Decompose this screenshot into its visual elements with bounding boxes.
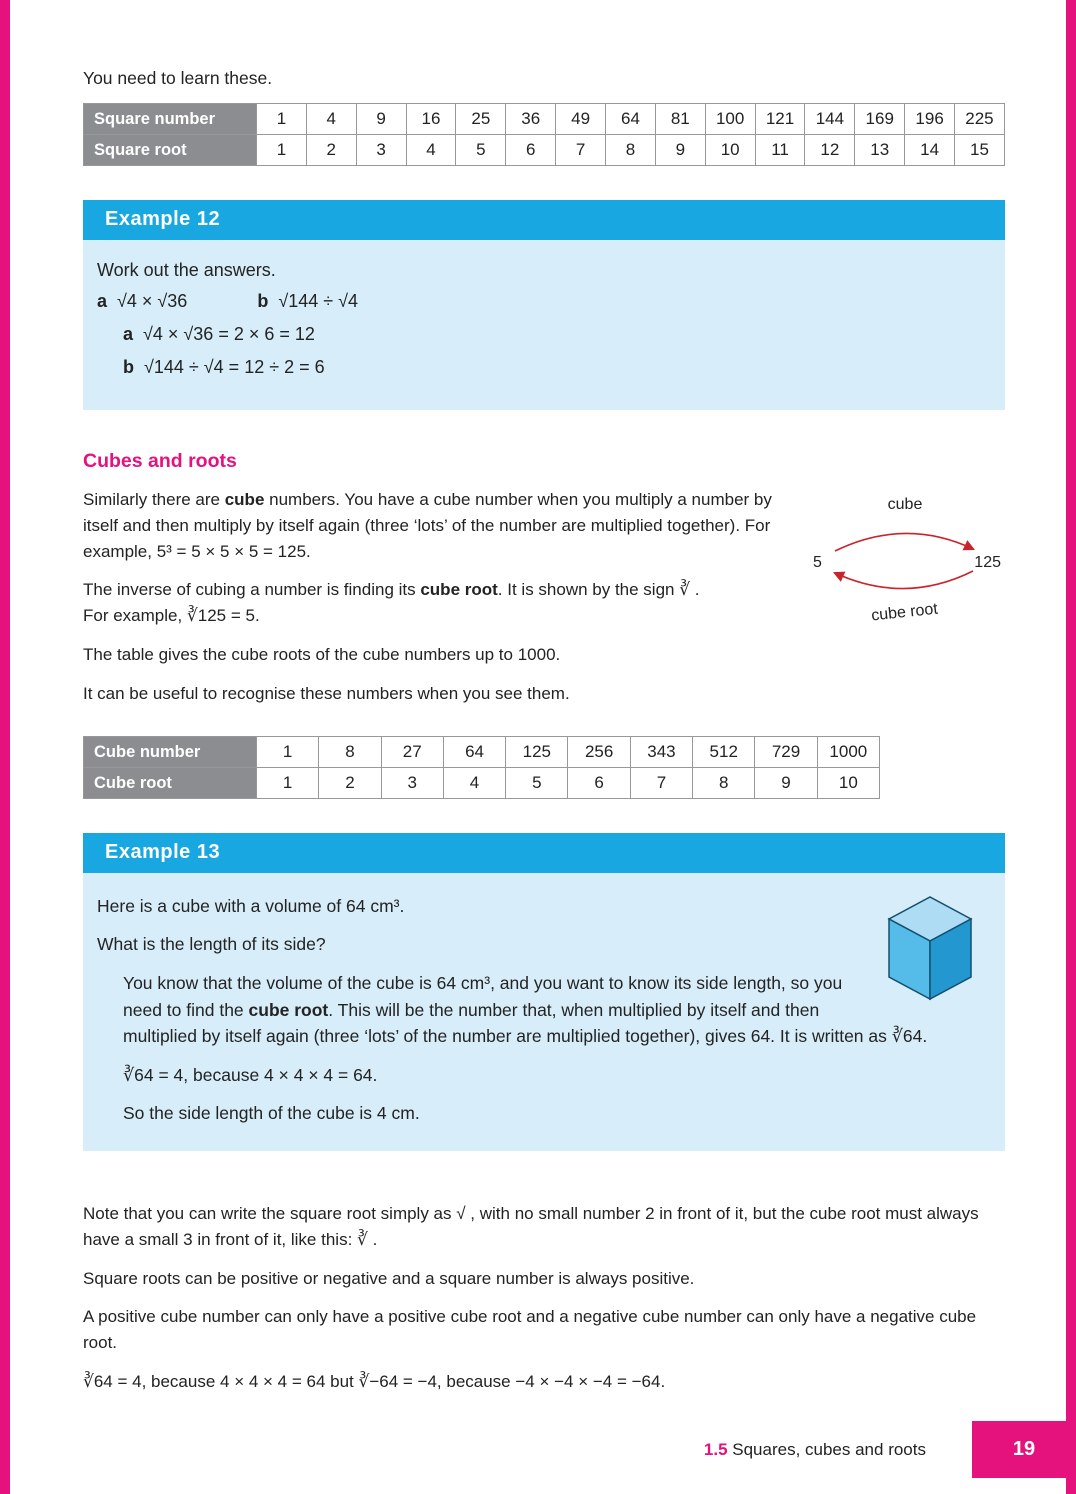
table-cell: 343 <box>630 737 692 767</box>
table-cell: 16 <box>406 104 456 134</box>
cube-root-arrow <box>835 571 973 589</box>
table-cell: 8 <box>318 737 380 767</box>
row-header-square-root: Square root <box>84 135 256 165</box>
table-cell: 8 <box>605 135 655 165</box>
table-cell: 11 <box>755 135 805 165</box>
table-cell: 225 <box>954 104 1004 134</box>
example-13-line2: What is the length of its side? <box>97 934 326 955</box>
row-header-cube-root: Cube root <box>84 768 256 798</box>
intro-text: You need to learn these. <box>83 68 273 88</box>
table-cell: 4 <box>306 104 356 134</box>
row-header-cube-number: Cube number <box>84 737 256 767</box>
table-cell: 125 <box>505 737 567 767</box>
square-numbers-table <box>83 103 1005 166</box>
example-13-working: ∛64 = 4, because 4 × 4 × 4 = 64. <box>123 1064 378 1085</box>
table-cell: 7 <box>630 768 692 798</box>
table-cell: 729 <box>754 737 816 767</box>
table-row-cube-root <box>84 767 879 798</box>
page-content <box>83 0 1005 1408</box>
solution-a-expression: √4 × √36 = 2 × 6 = 12 <box>143 324 315 344</box>
note-square-root-notation: Note that you can write the square root simply as √ , with no small number 2 in front of it, but the cube root must always have a small 3 in front of it, like this: ∛ . <box>83 1203 979 1249</box>
bold-cube: cube <box>224 490 265 509</box>
note-cube-sign: A positive cube number can only have a positive cube root and a negative cube number can only have a negative cube root. <box>83 1307 977 1353</box>
text-segment: The inverse of cubing a number is finding its <box>83 580 421 600</box>
example-12-body <box>83 240 1005 410</box>
table-cell: 10 <box>817 768 879 798</box>
table-row-square-root <box>84 134 1004 165</box>
table-cell: 512 <box>692 737 754 767</box>
text-segment: Similarly there are <box>83 490 225 509</box>
table-cell: 64 <box>443 737 505 767</box>
text-segment: . It is shown by the sign ∛ . <box>497 580 700 600</box>
question-a-expression: √4 × √36 <box>117 291 188 311</box>
diagram-right-value: 125 <box>974 554 1001 571</box>
table-cell: 5 <box>505 768 567 798</box>
example-13-box <box>83 833 1005 1151</box>
table-cell: 5 <box>455 135 505 165</box>
note-positive-negative: Square roots can be positive or negative and a square number is always positive. <box>83 1268 695 1288</box>
table-cell: 8 <box>692 768 754 798</box>
table-cell: 1 <box>256 135 306 165</box>
table-cell: 100 <box>705 104 755 134</box>
table-cell: 27 <box>381 737 443 767</box>
table-cell: 6 <box>567 768 629 798</box>
example-12-header <box>83 200 1005 240</box>
square-root-cells <box>256 135 1004 165</box>
cube-root-cells <box>256 768 879 798</box>
table-cell: 15 <box>954 135 1004 165</box>
table-cell: 9 <box>655 135 705 165</box>
section-title: Squares, cubes and roots <box>727 1440 926 1459</box>
table-cell: 2 <box>306 135 356 165</box>
table-cell: 6 <box>505 135 555 165</box>
table-cell: 3 <box>356 135 406 165</box>
notes-block <box>83 1201 1005 1395</box>
table-cell: 4 <box>406 135 456 165</box>
bold-cube-root: cube root <box>248 999 329 1020</box>
question-b-expression: √144 ÷ √4 <box>278 291 359 311</box>
table-row-square-number <box>84 104 1004 134</box>
example-12-solution-a <box>123 324 987 345</box>
page-number-box <box>972 1421 1076 1478</box>
table-cell: 1 <box>256 768 318 798</box>
table-cell: 169 <box>854 104 904 134</box>
example-13-paragraph <box>123 970 987 1050</box>
table-cell: 13 <box>854 135 904 165</box>
question-a-label: a <box>97 291 108 311</box>
example-13-explanation <box>123 970 987 1127</box>
table-cell: 10 <box>705 135 755 165</box>
cube-arrow <box>835 533 973 551</box>
text-segment: . This will be the number that, when multiplied by itself and then multiplied by itself again (three ‘lots’ of the number are multiplied together), gives 64. It is written as ∛64. <box>123 999 928 1047</box>
right-border-stripe <box>1066 0 1076 1494</box>
table-cell: 36 <box>505 104 555 134</box>
diagram-cube-root-label: cube root <box>870 600 939 625</box>
table-cell: 49 <box>555 104 605 134</box>
example-13-header <box>83 833 1005 873</box>
cube-illustration <box>871 887 983 1009</box>
bold-cube-root: cube root <box>420 580 498 600</box>
section-number: 1.5 <box>703 1440 728 1459</box>
solution-b-label: b <box>123 357 134 377</box>
note-cube-root-example: ∛64 = 4, because 4 × 4 × 4 = 64 but ∛−64 = −4, because −4 × −4 × −4 = −64. <box>83 1372 666 1392</box>
square-number-cells <box>256 104 1004 134</box>
row-header-square-number: Square number <box>84 104 256 134</box>
table-cell: 196 <box>904 104 954 134</box>
example-12-box <box>83 200 1005 410</box>
cube-number-cells <box>256 737 879 767</box>
table-cell: 25 <box>455 104 505 134</box>
example-12-title: Example 12 <box>105 208 221 230</box>
cube-numbers-table <box>83 736 880 799</box>
diagram-cube-label: cube <box>887 496 923 513</box>
table-cell: 2 <box>318 768 380 798</box>
example-13-line1: Here is a cube with a volume of 64 cm³. <box>97 895 405 916</box>
example-12-intro: Work out the answers. <box>97 260 276 280</box>
example-13-conclusion: So the side length of the cube is 4 cm. <box>123 1103 420 1124</box>
question-b-label: b <box>257 291 269 311</box>
cube-root-diagram <box>805 493 1005 625</box>
page-number: 19 <box>1012 1438 1036 1460</box>
table-cell: 9 <box>754 768 816 798</box>
table-cell: 12 <box>804 135 854 165</box>
solution-a-label: a <box>123 324 134 344</box>
table-cell: 4 <box>443 768 505 798</box>
table-cell: 3 <box>381 768 443 798</box>
paragraph-table-note: The table gives the cube roots of the cube numbers up to 1000. <box>83 645 561 665</box>
table-cell: 144 <box>804 104 854 134</box>
table-cell: 256 <box>567 737 629 767</box>
text-segment: numbers. You have a cube number when you multiply a number by itself and then multiply by itself again (three ‘lots’ of the number are multiplied together). For example, 5³ = 5 × 5 × 5 = 125. <box>83 490 772 561</box>
solution-b-expression: √144 ÷ √4 = 12 ÷ 2 = 6 <box>144 357 325 377</box>
example-13-body <box>83 873 1005 1151</box>
text-segment: For example, ∛125 = 5. <box>83 606 260 626</box>
paragraph-recognise: It can be useful to recognise these numbers when you see them. <box>83 683 570 703</box>
table-cell: 9 <box>356 104 406 134</box>
table-cell: 14 <box>904 135 954 165</box>
table-cell: 1000 <box>817 737 879 767</box>
example-13-title: Example 13 <box>105 840 221 863</box>
table-row-cube-number <box>84 737 879 767</box>
text-segment: You know that the volume of the cube is 64 cm³, and you want to know its side length, so you need to find the <box>123 972 843 1020</box>
table-cell: 1 <box>256 104 306 134</box>
table-cell: 64 <box>605 104 655 134</box>
table-cell: 121 <box>755 104 805 134</box>
table-cell: 81 <box>655 104 705 134</box>
left-border-stripe <box>0 0 10 1494</box>
cubes-and-roots-heading: Cubes and roots <box>83 450 237 472</box>
table-cell: 7 <box>555 135 605 165</box>
diagram-left-value: 5 <box>813 554 822 571</box>
example-12-solution-b <box>123 357 987 378</box>
cubes-intro-block <box>83 487 1005 720</box>
table-cell: 1 <box>256 737 318 767</box>
example-12-questions <box>97 291 987 312</box>
footer-section-title <box>704 1440 926 1460</box>
